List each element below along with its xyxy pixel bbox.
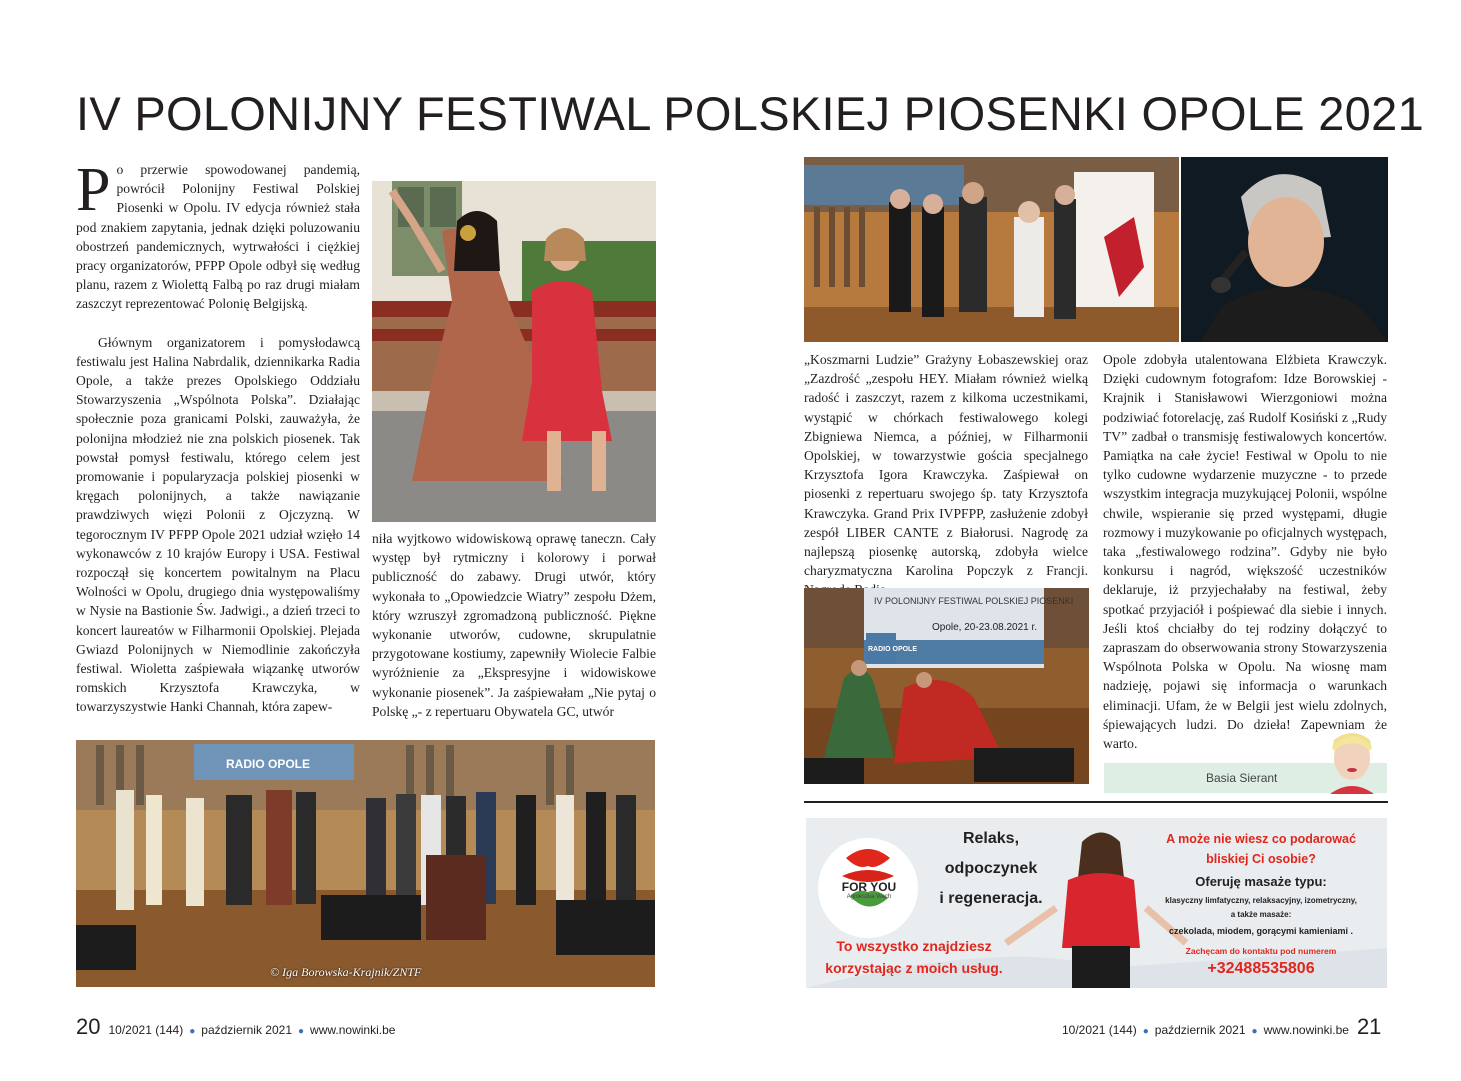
svg-text:RADIO OPOLE: RADIO OPOLE	[868, 646, 918, 653]
ad-also: a także masaże:	[1230, 910, 1292, 919]
ad-offer: Oferuję masaże typu:	[1195, 874, 1327, 889]
article-paragraph: „Koszmarni Ludzie” Grażyny Łobaszewskiej oraz „Zazdrość „zespołu HEY. Miałam również wielką radość i zaszczyt, razem z kilkoma uczestnikami, wystąpić w chórkach festiwalowego kolegi Zbigniewa Niemca, a później, w Filharmonii Opolskiej, w towarzystwie gościa specjalnego Krzysztofa Igora Krawczyka. Zaśpiewał on piosenki z repertuaru swojego śp. taty Krzysztofa Krawczyka. Grand Prix IVPFPP, zasłużenie zdobył zespół LIBER CANTE z Białorusi. Nagrodę za najlepszą piosenkę autorską, zdobyła wielce charyzmatyczna Karolina Popczyk z Francji.	[804, 352, 1088, 579]
author-name: Basia Sierant	[1206, 771, 1278, 785]
drop-cap: P	[76, 156, 111, 224]
article-paragraph: Po przerwie spowodowanej pandemią, powrócił Polonijny Festiwal Polskiej Piosenki w Opolu. IV edycja również stała pod znakiem zapytania, jednak dzięki poluzowaniu obostrzeń pandemicznych, wytrwałości i ciężkiej pracy organizatorów, PFPP Opole odbył się według planu, razem z Wiolettą Falbą po raz drugi miałam zaszczyt reprezentować Polonię Belgijską.	[76, 156, 360, 312]
ad-brand-sub: Agnieszka Wach	[846, 894, 892, 900]
issue-month: październik 2021	[1154, 1023, 1246, 1037]
article-paragraph: Opole zdobyła utalentowana Elżbieta Krawczyk. Dzięki cudownym fotografom: Idze Borowskiej -Krajnik i Stanisławowi Wierzgoniowi można podziwiać fotorelację, zaś Rudolf Kosiński z „Rudy TV” zadbał o transmisję festiwalowych koncertów. Pamiątka na całe życie! Festiwal w Opolu to nie tylko cudowne wydarzenie muzyczne - to przede wszystkim integracja muzykującej Polonii, wspólne chwile, wspieranie się przed występami, długie rozmowy i muzykowanie po oficjalnych występach, taka „festiwalowego rodzina”. Gdyby nie było konkursu i nagród, większość uczestników deklaruje, iż przyjechałaby na festiwal, żeby spotkać przyjaciół i pośpiewać dla siebie i innych. Jeśli ktoś chciałby do tej rodziny dołączyć to zapraszam do obserwowania strony Stowarzyszenia Wspólnota Polska w Opolu. Na wiosnę mam nadzieję, pojawi się informacja o warunkach eliminacji. Ufam, że w Belgii jest wielu zdolnych, śpiewających ludzi. Do dzieła! Zapewniam że warto.	[1103, 352, 1387, 752]
ad-types: klasyczny limfatyczny, relaksacyjny, izometryczny,	[1165, 896, 1357, 905]
ad-bottom-line: To wszystko znajdziesz	[836, 938, 992, 954]
bullet-icon: ●	[1251, 1026, 1258, 1037]
website-link[interactable]: www.nowinki.be	[310, 1023, 396, 1037]
issue-number: 10/2021 (144)	[1062, 1023, 1137, 1037]
bullet-icon: ●	[1142, 1026, 1149, 1037]
footer-left	[76, 1014, 395, 1040]
page-number: 21	[1356, 1014, 1382, 1039]
author-avatar	[1322, 730, 1382, 794]
photo-credit: © Iga Borowska-Krajnik/ZNTF	[270, 965, 422, 979]
ad-special: czekolada, miodem, gorącymi kamieniami .	[1168, 926, 1354, 936]
footer-right	[1062, 1014, 1381, 1040]
ad-brand: FOR YOU	[841, 880, 897, 894]
photo-dancers-stage	[804, 588, 1089, 784]
ad-phone: +32488535806	[1207, 960, 1315, 977]
ad-question: bliskiej Ci osobie?	[1206, 852, 1316, 866]
massage-advertisement	[806, 818, 1387, 988]
article-paragraph: niła wyjtkowo widowiskową oprawę taneczn. Cały występ był rytmiczny i kolorowy i porwał publiczność do zabawy. Drugi utwór, który wykonała to „Opowiedzcie Wiatry” zespołu Dżem, który wzruszył zgromadzoną publiczność. Piękne wykonanie utworów, cudowne, skrupulatnie przygotowane kostiumy, zapewniły Wiolecie Falbie wyróżnienie za „Ekspresyjne i widowiskowe wykonanie piosenek”. Ja zaśpiewałam „Nie pytaj o Polskę „- z repertuaru Obywatela GC, utwór	[372, 531, 656, 719]
article-column-3	[804, 350, 1088, 579]
article-paragraph: Głównym organizatorem i pomysłodawcą festiwalu jest Halina Nabrdalik, dziennikarka Radia Opole, a także prezes Opolskiego Oddziału Stowarzyszenia „Wspólnota Polska”. Działając społecznie poza granicami Polski, zauważyła, że polonijna młodzież nie zna polskich piosenek. Tak powstał pomysł festiwalu, którego celem jest promowanie i popularyzacja polskiej piosenki w kręgach polonijnych, a także nawiązanie prawdziwych więzi Polonii z Ojczyzną. W tegorocznym IV PFPP Opole 2021 udział wzięło 14 wykonawców z 10 krajów Europy i USA. Festiwal rozpoczął się koncertem powitalnym na Placu Wolności w Opolu, drugiego dnia występowaliśmy w Nysie na Bastionie Św. Jadwigi., a dzień trzeci to koncert laureatów w Filharmonii Opolskiej. Plejada Gwiazd Polonijnych w Niemodlinie zakończyła festiwal. Wioletta zaśpiewała wiązankę utworów romskich Krzysztofa Krawczyka, w towarzyszystwie Hanki Channah, która zapew-	[76, 334, 360, 715]
article-column-1	[76, 156, 360, 720]
photo-singer-closeup	[1181, 157, 1388, 342]
issue-month: październik 2021	[201, 1023, 292, 1037]
bullet-icon: ●	[298, 1026, 305, 1037]
article-column-4	[1103, 350, 1387, 752]
svg-text:Opole, 20-23.08.2021 r.: Opole, 20-23.08.2021 r.	[932, 622, 1038, 633]
photo-dancer-bench	[372, 181, 656, 522]
photo-choir-stage	[804, 157, 1179, 342]
issue-number: 10/2021 (144)	[108, 1023, 184, 1037]
article-title: IV POLONIJNY FESTIWAL POLSKIEJ PIOSENKI OPOLE 2021	[76, 87, 1425, 140]
website-link[interactable]: www.nowinki.be	[1263, 1023, 1349, 1037]
ad-relax-line: i regeneracja.	[939, 890, 1043, 907]
page-number: 20	[76, 1014, 101, 1039]
ad-relax-line: odpoczynek	[944, 860, 1038, 877]
ad-question: A może nie wiesz co podarować	[1166, 832, 1356, 846]
ad-contact: Zachęcam do kontaktu pod numerem	[1185, 946, 1337, 956]
ad-relax-line: Relaks,	[962, 830, 1020, 847]
photo-group-stage	[76, 740, 655, 987]
section-divider	[804, 801, 1388, 803]
bullet-icon: ●	[189, 1026, 196, 1037]
svg-text:RADIO OPOLE: RADIO OPOLE	[226, 757, 311, 771]
svg-text:IV POLONIJNY FESTIWAL POLSKIEJ: IV POLONIJNY FESTIWAL POLSKIEJ PIOSENKI	[874, 596, 1074, 606]
article-column-2	[372, 529, 656, 720]
ad-bottom-line: korzystając z moich usług.	[825, 960, 1003, 976]
